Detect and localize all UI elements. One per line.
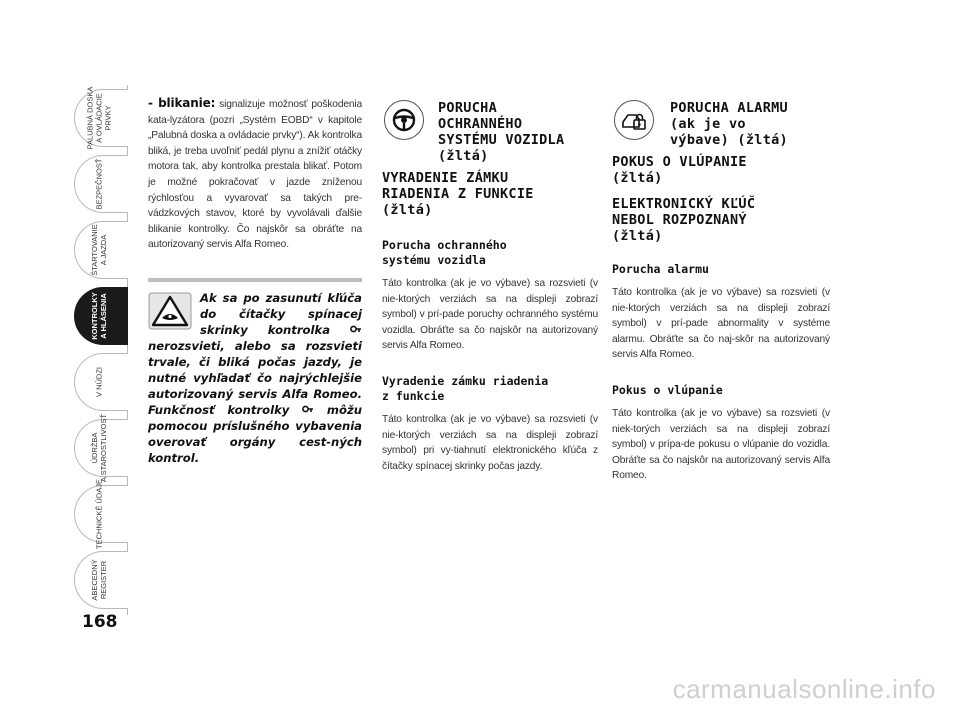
key-not-recognized-title: ELEKTRONICKÝ KĽÚČ NEBOL ROZPOZNANÝ (žltá) [612, 196, 756, 244]
column-2 [382, 96, 598, 474]
tab-udrzba[interactable] [70, 415, 128, 481]
alarm-paragraph: Táto kontrolka (ak je vo výbave) sa rozsvieti (v nie-ktorých verziách sa na displeji zobrazí symbol) v prí-pade abnormality v systéme alarmu. Obráťte sa čo naj-skôr na autorizovaný servis Alfa Romeo. [612, 287, 830, 361]
tab-label: ABECEDNÝ REGISTER [90, 559, 108, 601]
warning-box [148, 278, 362, 466]
chapter-tabs [70, 85, 128, 645]
tab-label: ÚDRŽBA A STAROSTLIVOSŤ [90, 413, 108, 483]
break-in-title: POKUS O VLÚPANIE (žltá) [612, 154, 747, 186]
alarm-title: PORUCHA ALARMU (ak je vo výbave) (žltá) [670, 100, 788, 148]
warning-triangle-icon [148, 292, 192, 330]
lead-term: - blikanie: [148, 96, 216, 110]
vehicle-protection-paragraph: Táto kontrolka (ak je vo výbave) sa rozsvieti (v nie-ktorých verziách sa na displeji zobrazí symbol) v prí-pade poruchy ochranného systému vozidla. Obráťte sa čo najskôr na autorizovaný servis Alfa Romeo. [382, 278, 598, 352]
key-warning-icon [302, 402, 314, 418]
blinking-paragraph [148, 96, 362, 253]
tab-label: V NÚDZI [94, 367, 104, 397]
tab-label: ŠTARTOVANIE A JAZDA [90, 224, 108, 276]
vehicle-protection-subheading: Porucha ochranného systému vozidla [382, 238, 507, 267]
break-in-paragraph: Táto kontrolka (ak je vo výbave) sa rozsvieti (v niek-torých verziách sa na displeji zobrazí symbol) v prípa-de pokusu o vlúpanie do vozidla. Obráťte sa čo najskôr na autorizovaný servis Alfa Romeo. [612, 407, 830, 482]
page-number: 168 [82, 612, 118, 632]
tab-label: PALUBNÁ DOSKA A OVLÁDACIE PRVKY [85, 86, 113, 150]
column-3 [612, 96, 830, 484]
tab-bezpecnost[interactable] [70, 151, 128, 217]
alarm-subheading: Porucha alarmu [612, 262, 709, 276]
tab-technicke-udaje[interactable] [70, 478, 128, 549]
alarm-header [612, 96, 830, 148]
break-in-subheading: Pokus o vlúpanie [612, 382, 723, 397]
vehicle-protection-header [382, 96, 598, 164]
warning-text-part2: nerozsvieti, alebo sa rozsvieti trvale, či bliká počas jazdy, je nutné vyhľadať čo najrýchlejšie autorizovaný servis Alfa Romeo. Funkčnosť kontrolky [148, 339, 362, 417]
steering-lock-paragraph: Táto kontrolka (ak je vo výbave) sa rozsvieti (v nie-ktorých verziách sa na displeji zobrazí symbol) pri vy-tiahnutí elektronického kľúča z čítačky spínacej skrinky počas jazdy. [382, 413, 598, 472]
warning-text-part1: Ak sa po zasunutí kľúča do čítačky spínacej skrinky kontrolka [200, 291, 362, 337]
steering-lock-title: VYRADENIE ZÁMKU RIADENIA Z FUNKCIE (žltá) [382, 170, 534, 218]
column-1 [148, 96, 362, 253]
warning-text-part3: môžu pomocou príslušného vybavenia overovať orgány cest-ných kontrol. [148, 403, 362, 465]
alarm-lock-icon [614, 100, 654, 140]
tab-startovanie[interactable] [70, 217, 128, 283]
tab-palubna-doska[interactable] [70, 85, 128, 151]
watermark: carmanualsonline.info [672, 674, 936, 704]
steering-lock-icon [384, 100, 424, 140]
tab-kontrolky[interactable] [70, 283, 128, 349]
tab-label: BEZPEČNOSŤ [94, 158, 104, 210]
key-warning-icon [350, 322, 362, 338]
steering-lock-subheading: Vyradenie zámku riadenia z funkcie [382, 373, 549, 403]
tab-label: TECHNICKÉ ÚDAJE [94, 478, 104, 549]
paragraph-text: signalizuje možnosť poškodenia kata-lyzátora (pozri „Systém EOBD“ v kapitole „Palubná doska a ovládacie prvky“). Ak kontrolka bliká, je treba uvoľniť pedál plynu a znížiť otáčky motora tak, aby kontrolka prestala blikať. Potom je možné pokračovať v jazde zníženou rýchlosťou a vyvarovať sa takých pre-vádzkových stavov, ktoré by vyvolávali ďalšie blikanie kontrolky. Čo najskôr sa obráťte na autorizovaný servis Alfa Romeo. [148, 99, 363, 251]
tab-register[interactable] [70, 547, 128, 613]
tab-v-nudzi[interactable] [70, 349, 128, 415]
tab-label: KONTROLKY A HLÁSENIA [90, 292, 108, 340]
vehicle-protection-title: PORUCHA OCHRANNÉHO SYSTÉMU VOZIDLA (žltá) [438, 100, 565, 164]
